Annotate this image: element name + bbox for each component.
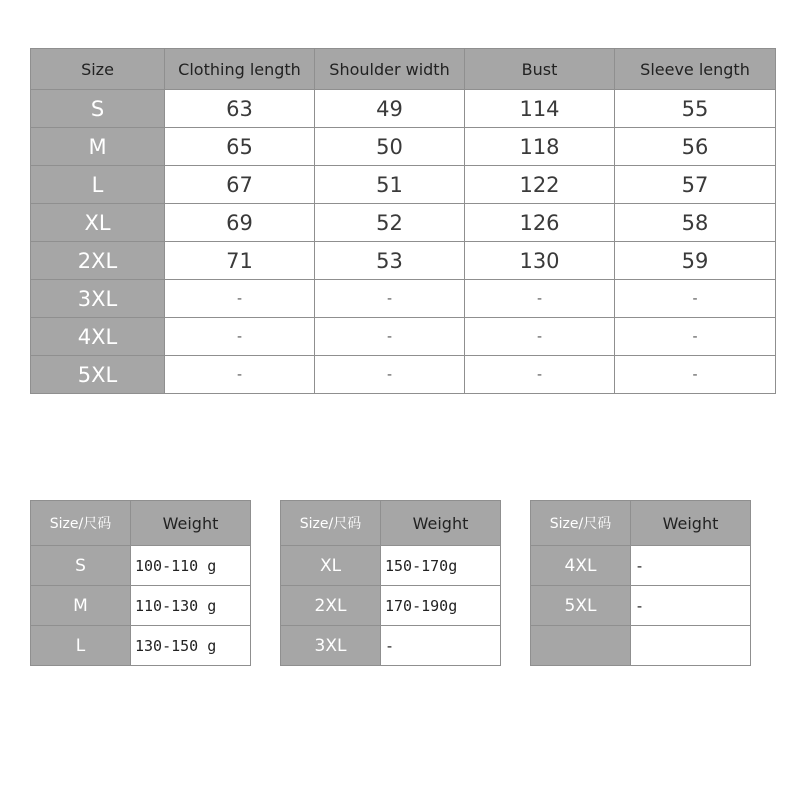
table-row — [531, 586, 751, 626]
size-label: L — [31, 166, 165, 204]
size-label: 2XL — [31, 242, 165, 280]
bust-value: 126 — [465, 204, 615, 242]
sleeve-length-value: 59 — [615, 242, 776, 280]
clothing-length-value: - — [165, 318, 315, 356]
bust-value: 130 — [465, 242, 615, 280]
clothing-length-value: 63 — [165, 90, 315, 128]
weight-header: Weight — [631, 501, 751, 546]
table-row — [281, 626, 501, 666]
size-label: XL — [31, 204, 165, 242]
clothing-length-value: 69 — [165, 204, 315, 242]
weight-size-header: Size/尺码 — [281, 501, 381, 546]
bust-value: 122 — [465, 166, 615, 204]
table-row — [31, 166, 776, 204]
clothing-length-value: - — [165, 356, 315, 394]
shoulder-width-value: 50 — [315, 128, 465, 166]
weight-value: 170-190g — [381, 586, 501, 626]
weight-size-header: Size/尺码 — [531, 501, 631, 546]
table-row — [31, 204, 776, 242]
clothing-length-value: 71 — [165, 242, 315, 280]
clothing-length-value: 67 — [165, 166, 315, 204]
header-shoulder-width: Shoulder width — [315, 49, 465, 90]
bust-value: - — [465, 280, 615, 318]
weight-size-label: L — [31, 626, 131, 666]
sleeve-length-value: - — [615, 280, 776, 318]
weight-table-3 — [530, 500, 751, 666]
weight-size-label: 5XL — [531, 586, 631, 626]
weight-value: 130-150 g — [131, 626, 251, 666]
table-row — [31, 128, 776, 166]
shoulder-width-value: 49 — [315, 90, 465, 128]
shoulder-width-value: 53 — [315, 242, 465, 280]
weight-value: - — [631, 586, 751, 626]
weight-value: - — [631, 546, 751, 586]
sleeve-length-value: 55 — [615, 90, 776, 128]
size-label: 5XL — [31, 356, 165, 394]
weight-table-1 — [30, 500, 251, 666]
shoulder-width-value: - — [315, 318, 465, 356]
weight-size-label: 2XL — [281, 586, 381, 626]
weight-header: Weight — [131, 501, 251, 546]
table-row — [31, 546, 251, 586]
table-row — [31, 318, 776, 356]
table-row — [281, 546, 501, 586]
clothing-length-value: - — [165, 280, 315, 318]
weight-size-label: 3XL — [281, 626, 381, 666]
sleeve-length-value: 56 — [615, 128, 776, 166]
table-row — [31, 242, 776, 280]
clothing-length-value: 65 — [165, 128, 315, 166]
size-label: 3XL — [31, 280, 165, 318]
header-clothing-length: Clothing length — [165, 49, 315, 90]
size-label: M — [31, 128, 165, 166]
weight-size-label: M — [31, 586, 131, 626]
weight-value — [631, 626, 751, 666]
weight-size-label — [531, 626, 631, 666]
weight-size-label: 4XL — [531, 546, 631, 586]
table-row — [31, 586, 251, 626]
sleeve-length-value: 57 — [615, 166, 776, 204]
shoulder-width-value: - — [315, 356, 465, 394]
weight-table-2 — [280, 500, 501, 666]
size-chart-header-row — [31, 49, 776, 90]
weight-value: 150-170g — [381, 546, 501, 586]
header-sleeve-length: Sleeve length — [615, 49, 776, 90]
bust-value: - — [465, 318, 615, 356]
table-row — [31, 356, 776, 394]
table-row — [31, 90, 776, 128]
size-label: 4XL — [31, 318, 165, 356]
size-chart-table — [30, 48, 776, 394]
shoulder-width-value: 51 — [315, 166, 465, 204]
header-size: Size — [31, 49, 165, 90]
shoulder-width-value: - — [315, 280, 465, 318]
shoulder-width-value: 52 — [315, 204, 465, 242]
weight-header-row — [531, 501, 751, 546]
weight-header-row — [31, 501, 251, 546]
table-row — [31, 626, 251, 666]
sleeve-length-value: 58 — [615, 204, 776, 242]
table-row — [531, 546, 751, 586]
weight-value: 110-130 g — [131, 586, 251, 626]
weight-value: - — [381, 626, 501, 666]
sleeve-length-value: - — [615, 356, 776, 394]
table-row — [531, 626, 751, 666]
header-bust: Bust — [465, 49, 615, 90]
size-label: S — [31, 90, 165, 128]
bust-value: - — [465, 356, 615, 394]
bust-value: 114 — [465, 90, 615, 128]
weight-size-label: S — [31, 546, 131, 586]
weight-value: 100-110 g — [131, 546, 251, 586]
weight-size-header: Size/尺码 — [31, 501, 131, 546]
weight-header-row — [281, 501, 501, 546]
weight-size-label: XL — [281, 546, 381, 586]
bust-value: 118 — [465, 128, 615, 166]
weight-header: Weight — [381, 501, 501, 546]
table-row — [281, 586, 501, 626]
sleeve-length-value: - — [615, 318, 776, 356]
table-row — [31, 280, 776, 318]
